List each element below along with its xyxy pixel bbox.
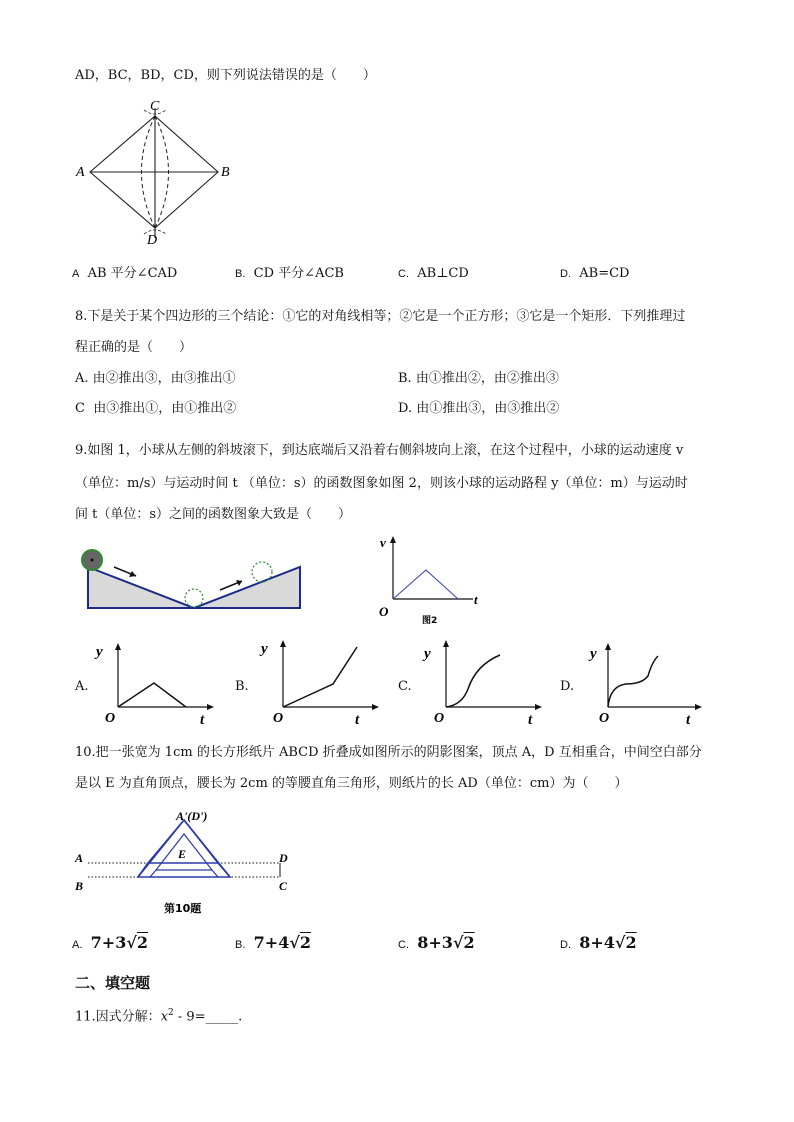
q9-option-c-graph[interactable] — [418, 637, 548, 728]
q8-option-c[interactable] — [75, 401, 236, 417]
graph-y-label: y — [590, 646, 597, 662]
option-letter: B. — [398, 371, 412, 386]
q8-option-a[interactable] — [75, 371, 236, 387]
q7-label-a: A — [76, 165, 85, 180]
option-text: 由①推出②，由②推出③ — [415, 371, 559, 386]
graph-origin: O — [273, 711, 284, 726]
q10-option-d[interactable] — [560, 935, 637, 953]
option-root: 2 — [625, 933, 637, 952]
q11-exp: 2 — [168, 1008, 174, 1018]
option-root: 2 — [463, 933, 475, 952]
q9-option-b-letter[interactable]: B. — [235, 679, 249, 694]
option-text: AB 平分∠CAD — [87, 266, 178, 281]
graph-origin: O — [434, 711, 445, 726]
q10-label-e: E — [178, 847, 187, 861]
option-letter: A — [72, 268, 80, 280]
q9-option-d-graph[interactable] — [580, 640, 710, 728]
option-text: 由①推出③，由③推出② — [416, 401, 560, 416]
q10-label-b: B — [75, 879, 84, 893]
fig2-y-label: v — [380, 535, 386, 550]
option-letter: C. — [398, 939, 409, 951]
option-text: AB⊥CD — [417, 266, 469, 281]
option-letter: C — [75, 401, 85, 416]
option-whole: 8+4 — [579, 933, 615, 952]
graph-y-label: y — [96, 644, 103, 660]
graph-origin: O — [105, 711, 116, 726]
q9-figure2-graph — [370, 535, 485, 627]
option-letter: B. — [235, 939, 246, 951]
option-letter: D. — [560, 268, 571, 280]
option-letter: A. — [72, 939, 83, 951]
option-root: 2 — [299, 933, 311, 952]
q10-label-a: A — [75, 851, 84, 865]
q11-line — [75, 1005, 242, 1025]
q10-stem-line2: 是以 E 为直角顶点，腰长为 2cm 的等腰直角三角形，则纸片的长 AD（单位：cm）为（ ） — [75, 776, 628, 791]
option-letter: D. — [398, 401, 413, 416]
q7-label-b: B — [221, 165, 230, 180]
q9-stem-line3: 间 t（单位：s）之间的函数图象大致是（ ） — [75, 507, 352, 522]
q11-rest: - 9=_____. — [173, 1009, 243, 1025]
graph-y-label: y — [261, 641, 268, 657]
sqrt-icon: √ — [289, 933, 300, 952]
q9-option-b-graph[interactable] — [255, 637, 385, 728]
q8-stem-line1: 8.下是关于某个四边形的三个结论：①它的对角线相等；②它是一个正方形；③它是一个矩形．下列推理过 — [75, 309, 686, 324]
q11-var: x — [160, 1009, 169, 1025]
q9-figure1-slope — [78, 545, 310, 617]
graph-x-label: t — [355, 712, 360, 728]
q10-stem-line1: 10.把一张宽为 1cm 的长方形纸片 ABCD 折叠成如图所示的阴影图案，顶点 A，D 互相重合，中间空白部分 — [75, 745, 702, 760]
section-title: 二、填空题 — [75, 974, 151, 992]
q9-option-d-letter[interactable]: D. — [560, 679, 575, 694]
q10-option-b[interactable] — [235, 935, 311, 953]
sqrt-icon: √ — [452, 933, 464, 952]
q9-option-c-letter[interactable]: C. — [398, 679, 412, 694]
option-letter: D. — [560, 939, 571, 951]
option-whole: 7+3 — [90, 933, 127, 952]
q10-label-c: C — [279, 879, 288, 893]
option-text: CD 平分∠ACB — [253, 266, 344, 281]
q7-option-d[interactable] — [560, 266, 629, 282]
q8-option-d[interactable] — [398, 401, 559, 417]
sqrt-icon: √ — [614, 933, 626, 952]
option-whole: 8+3 — [417, 933, 453, 952]
q10-option-a[interactable] — [72, 935, 148, 953]
option-whole: 7+4 — [253, 933, 290, 952]
q10-label-top: A'(D') — [176, 809, 208, 823]
q7-option-b[interactable] — [235, 266, 344, 282]
q10-caption: 第10题 — [164, 902, 202, 915]
graph-x-label: t — [528, 712, 533, 728]
q10-label-d: D — [279, 851, 288, 865]
q7-option-c[interactable] — [398, 266, 469, 282]
q9-stem-line2: （单位：m/s）与运动时间 t （单位：s）的函数图象如图 2，则该小球的运动路程 y（单位：m）与运动时 — [75, 476, 688, 491]
graph-x-label: t — [686, 712, 691, 728]
option-letter: C. — [398, 268, 409, 280]
fig2-caption: 图2 — [422, 616, 438, 626]
option-text: 由②推出③，由③推出① — [92, 371, 236, 386]
q7-label-c: C — [150, 99, 160, 114]
q8-stem-line2: 程正确的是（ ） — [75, 340, 193, 355]
q7-stem-tail: AD，BC，BD，CD，则下列说法错误的是（ ） — [75, 68, 376, 83]
option-text: AB=CD — [579, 266, 630, 281]
option-letter: A. — [75, 371, 89, 386]
q9-option-a-letter[interactable]: A. — [75, 679, 89, 694]
q10-figure — [70, 806, 300, 918]
graph-origin: O — [599, 711, 610, 726]
option-text: 由③推出①，由①推出② — [93, 401, 237, 416]
q7-figure — [70, 96, 240, 248]
graph-y-label: y — [424, 646, 431, 662]
q7-option-a[interactable] — [72, 266, 177, 282]
q9-stem-line1: 9.如图 1，小球从左侧的斜坡滚下，到达底端后又沿着右侧斜坡向上滚，在这个过程中，小球的运动速度 v — [75, 443, 684, 458]
option-root: 2 — [136, 933, 148, 952]
fig2-origin: O — [379, 604, 389, 619]
q9-option-a-graph[interactable] — [90, 640, 220, 728]
q7-label-d: D — [147, 233, 158, 248]
sqrt-icon: √ — [126, 933, 137, 952]
q8-option-b[interactable] — [398, 371, 559, 387]
graph-x-label: t — [200, 712, 205, 728]
q11-prefix: 11.因式分解： — [75, 1009, 161, 1025]
fig2-x-label: t — [474, 592, 478, 607]
q10-option-c[interactable] — [398, 935, 475, 953]
option-letter: B. — [235, 268, 246, 280]
